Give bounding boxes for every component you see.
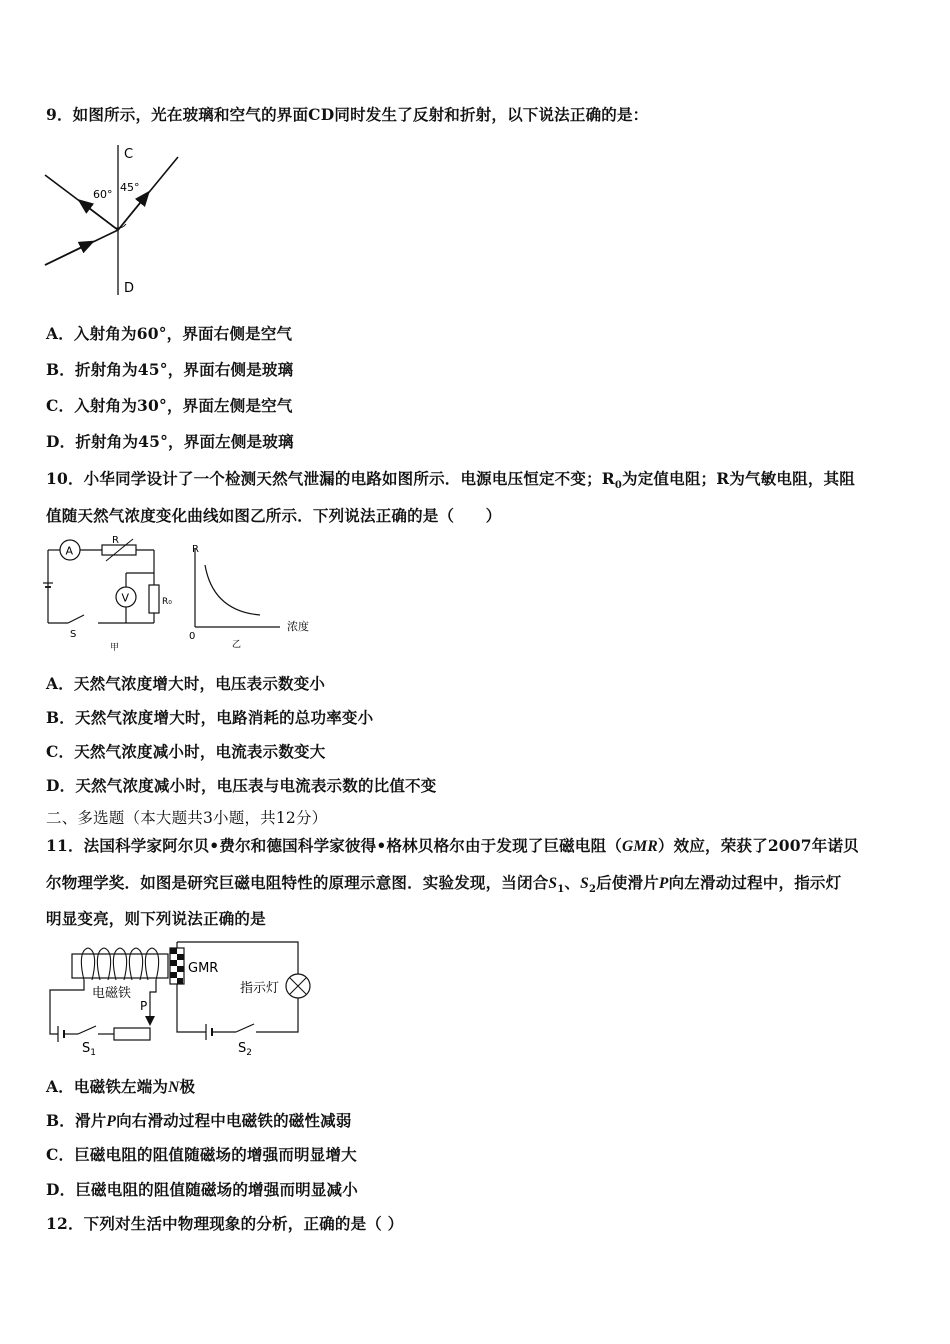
switch-s1-label: $S_1$	[82, 1041, 96, 1058]
q9-option-a[interactable]: A．入射角为60°，界面右侧是空气	[46, 324, 293, 343]
lamp-label: 指示灯	[240, 981, 280, 996]
resistance-curve	[205, 565, 260, 615]
graph-x-label: 浓度	[287, 620, 309, 633]
switch-s	[68, 615, 84, 623]
q11-stem-line2: 尔物理学奖．如图是研究巨磁电阻特性的原理示意图．实验发现，当闭合$S_1$、$S_2$后使滑片P向左滑动过程中，指示灯	[46, 873, 842, 896]
q10-resistance-graph	[185, 535, 335, 655]
q11-stem-line1: 11．法国科学家阿尔贝•费尔和德国科学家彼得•格林贝格尔由于发现了巨磁电阻（GMR）效应，荣获了2007年诺贝	[46, 836, 859, 855]
section-heading: 二、多选题（本大题共3小题，共12分）	[46, 809, 328, 827]
q9-option-d[interactable]: D．折射角为45°，界面左侧是玻璃	[46, 432, 294, 451]
gmr-label: GMR	[188, 961, 219, 976]
label-d: D	[124, 281, 135, 296]
q10-option-c[interactable]: C．天然气浓度减小时，电流表示数变大	[46, 742, 326, 761]
q11-option-c[interactable]: C．巨磁电阻的阻值随磁场的增强而明显增大	[46, 1145, 357, 1164]
ammeter-label: A	[65, 544, 74, 558]
electromagnet-label: 电磁铁	[92, 986, 132, 1001]
graph-origin-label: 0	[189, 631, 196, 642]
voltmeter-label: V	[121, 591, 130, 605]
q11-circuit-figure	[40, 940, 330, 1058]
caption-yi: 乙	[232, 640, 242, 650]
q12-stem: 12．下列对生活中物理现象的分析，正确的是（ ）	[46, 1214, 404, 1233]
q9-stem: 9．如图所示，光在玻璃和空气的界面CD同时发生了反射和折射，以下说法正确的是：	[46, 105, 649, 124]
angle-45-label: 45°	[120, 181, 140, 194]
q11-option-b[interactable]: B．滑片P向右滑动过程中电磁铁的磁性减弱	[46, 1111, 352, 1130]
switch-s2	[236, 1024, 254, 1032]
q10-stem-line2: 值随天然气浓度变化曲线如图乙所示．下列说法正确的是（ ）	[46, 506, 502, 525]
angle-60-label: 60°	[93, 188, 113, 201]
resistor-r-label: R	[112, 535, 119, 546]
q10-stem-line1: 10．小华同学设计了一个检测天然气泄漏的电路如图所示．电源电压恒定不变；$R_0$为定值电阻；R为气敏电阻，其阻	[46, 469, 855, 492]
switch-s-label: S	[70, 629, 77, 640]
slider-label: P	[140, 999, 148, 1013]
q9-option-b[interactable]: B．折射角为45°，界面右侧是玻璃	[46, 360, 294, 379]
electromagnet-coil	[81, 948, 158, 980]
fixed-resistor-r0	[149, 585, 159, 613]
refracted-ray-arrow	[118, 193, 148, 230]
q11-stem-line3: 明显变亮，则下列说法正确的是	[46, 909, 266, 928]
q10-option-d[interactable]: D．天然气浓度减小时，电压表与电流表示数的比值不变	[46, 776, 437, 795]
reflected-ray-arrow	[80, 201, 118, 230]
rheostat	[114, 1028, 150, 1040]
q10-circuit-figure	[40, 535, 180, 655]
switch-s1	[78, 1026, 96, 1034]
q9-figure	[40, 140, 190, 300]
switch-s2-label: $S_2$	[238, 1041, 252, 1058]
slider-arrow	[145, 1016, 155, 1026]
q9-option-c[interactable]: C．入射角为30°，界面左侧是空气	[46, 396, 293, 415]
incident-ray-arrow	[45, 242, 92, 265]
q10-option-a[interactable]: A．天然气浓度增大时，电压表示数变小	[46, 674, 326, 693]
label-c: C	[124, 147, 134, 162]
caption-jia: 甲	[110, 643, 120, 653]
resistor-r0-label: R₀	[162, 597, 172, 607]
q10-option-b[interactable]: B．天然气浓度增大时，电路消耗的总功率变小	[46, 708, 374, 727]
q11-option-d[interactable]: D．巨磁电阻的阻值随磁场的增强而明显减小	[46, 1180, 358, 1199]
electromagnet-core	[72, 954, 168, 978]
q11-option-a[interactable]: A．电磁铁左端为N极	[46, 1077, 196, 1096]
graph-y-label: R	[192, 544, 199, 555]
